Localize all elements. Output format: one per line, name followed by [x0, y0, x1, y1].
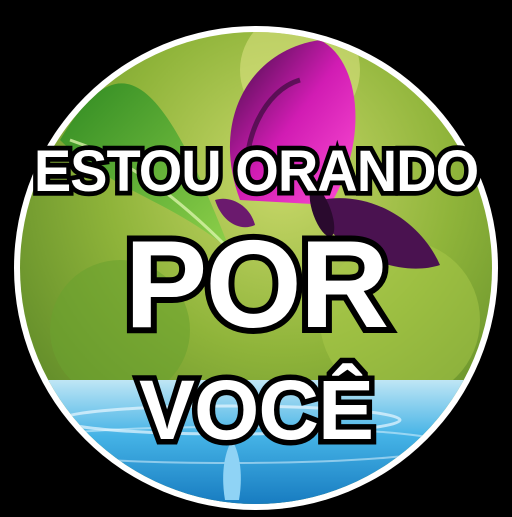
- text-line-por: POR: [124, 216, 388, 354]
- text-line-voce: VOCÊ: [138, 363, 374, 457]
- text-line-estou-orando: ESTOU ORANDO: [33, 137, 479, 204]
